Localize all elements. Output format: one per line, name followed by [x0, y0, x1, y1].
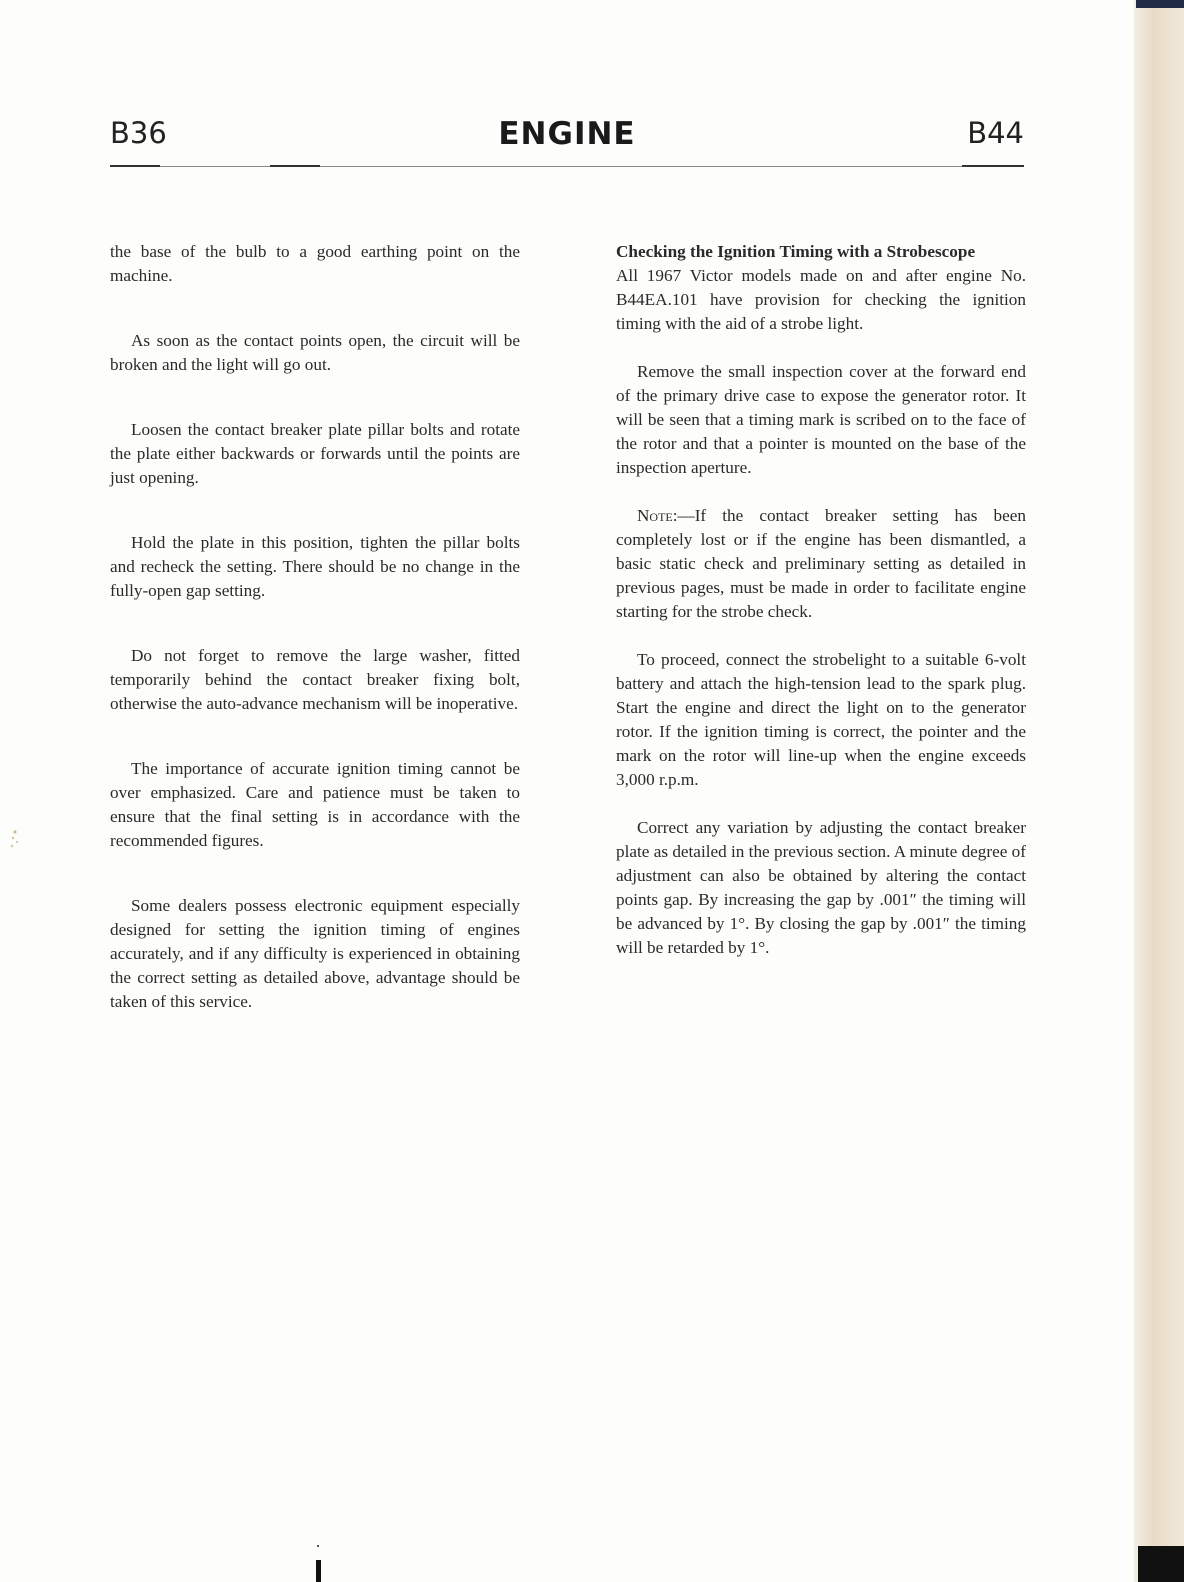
paper-speck [8, 826, 22, 852]
note-label: Note:— [637, 506, 695, 525]
paragraph: As soon as the contact points open, the circuit will be broken and the light will go out. [110, 331, 520, 374]
section-heading: Checking the Ignition Timing with a Strobescope [616, 242, 976, 261]
section-code-left: B36 [110, 116, 167, 150]
paragraph: The importance of accurate ignition timing cannot be over emphasized. Care and patience must be taken to ensure that the final setting is in accordance with the recommended figures. [110, 759, 520, 850]
binding-mark [316, 1560, 321, 1582]
right-column [616, 240, 1026, 984]
header-rule-tick-left [110, 165, 160, 167]
page-title: ENGINE [498, 116, 636, 152]
paragraph: the base of the bulb to a good earthing point on the machine. [110, 242, 520, 285]
scan-dot [317, 1545, 319, 1547]
section-intro: All 1967 Victor models made on and after engine No. B44EA.101 have provision for checking the ignition timing with the aid of a strobe light. [616, 266, 1026, 333]
header-rule [110, 166, 1024, 167]
edge-mark-top [1136, 0, 1184, 8]
left-column [110, 240, 520, 1055]
note-paragraph [616, 504, 1026, 624]
paragraph: Correct any variation by adjusting the contact breaker plate as detailed in the previous section. A minute degree of adjustment can also be obtained by altering the contact points gap. By increasing the gap by .001″ the timing will be advanced by 1°. By closing the gap by .001″ the timing will be retarded by 1°. [616, 818, 1026, 957]
paragraph: Some dealers possess electronic equipment especially designed for setting the ignition timing of engines accurately, and if any difficulty is experienced in obtaining the correct setting as detailed above, advantage should be taken of this service. [110, 896, 520, 1011]
paragraph: Hold the plate in this position, tighten the pillar bolts and recheck the setting. There should be no change in the fully-open gap setting. [110, 533, 520, 600]
header-rule-tick-right [962, 165, 1024, 167]
page-header [110, 116, 1024, 160]
edge-mark-bottom [1138, 1546, 1184, 1582]
paragraph: Remove the small inspection cover at the forward end of the primary drive case to expose the generator rotor. It will be seen that a timing mark is scribed on to the face of the rotor and that a pointer is mounted on the base of the inspection aperture. [616, 362, 1026, 477]
strobescope-section [616, 240, 1026, 336]
paragraph: To proceed, connect the strobelight to a suitable 6-volt battery and attach the high-tension lead to the spark plug. Start the engine and direct the light on to the generator rotor. If the ignition timing is correct, the pointer and the mark on the rotor will line-up when the engine exceeds 3,000 r.p.m. [616, 650, 1026, 789]
paragraph: Do not forget to remove the large washer, fitted temporarily behind the contact breaker fixing bolt, otherwise the auto-advance mechanism will be inoperative. [110, 646, 520, 713]
header-rule-tick-mid [270, 165, 320, 167]
note-text: If the contact breaker setting has been completely lost or if the engine has been dismantled, a basic static check and preliminary setting as detailed in previous pages, must be made in order to facilitate engine starting for the strobe check. [616, 506, 1026, 621]
section-code-right: B44 [967, 116, 1024, 150]
paragraph: Loosen the contact breaker plate pillar bolts and rotate the plate either backwards or forwards until the points are just opening. [110, 420, 520, 487]
page-edge-shadow [1134, 0, 1184, 1582]
